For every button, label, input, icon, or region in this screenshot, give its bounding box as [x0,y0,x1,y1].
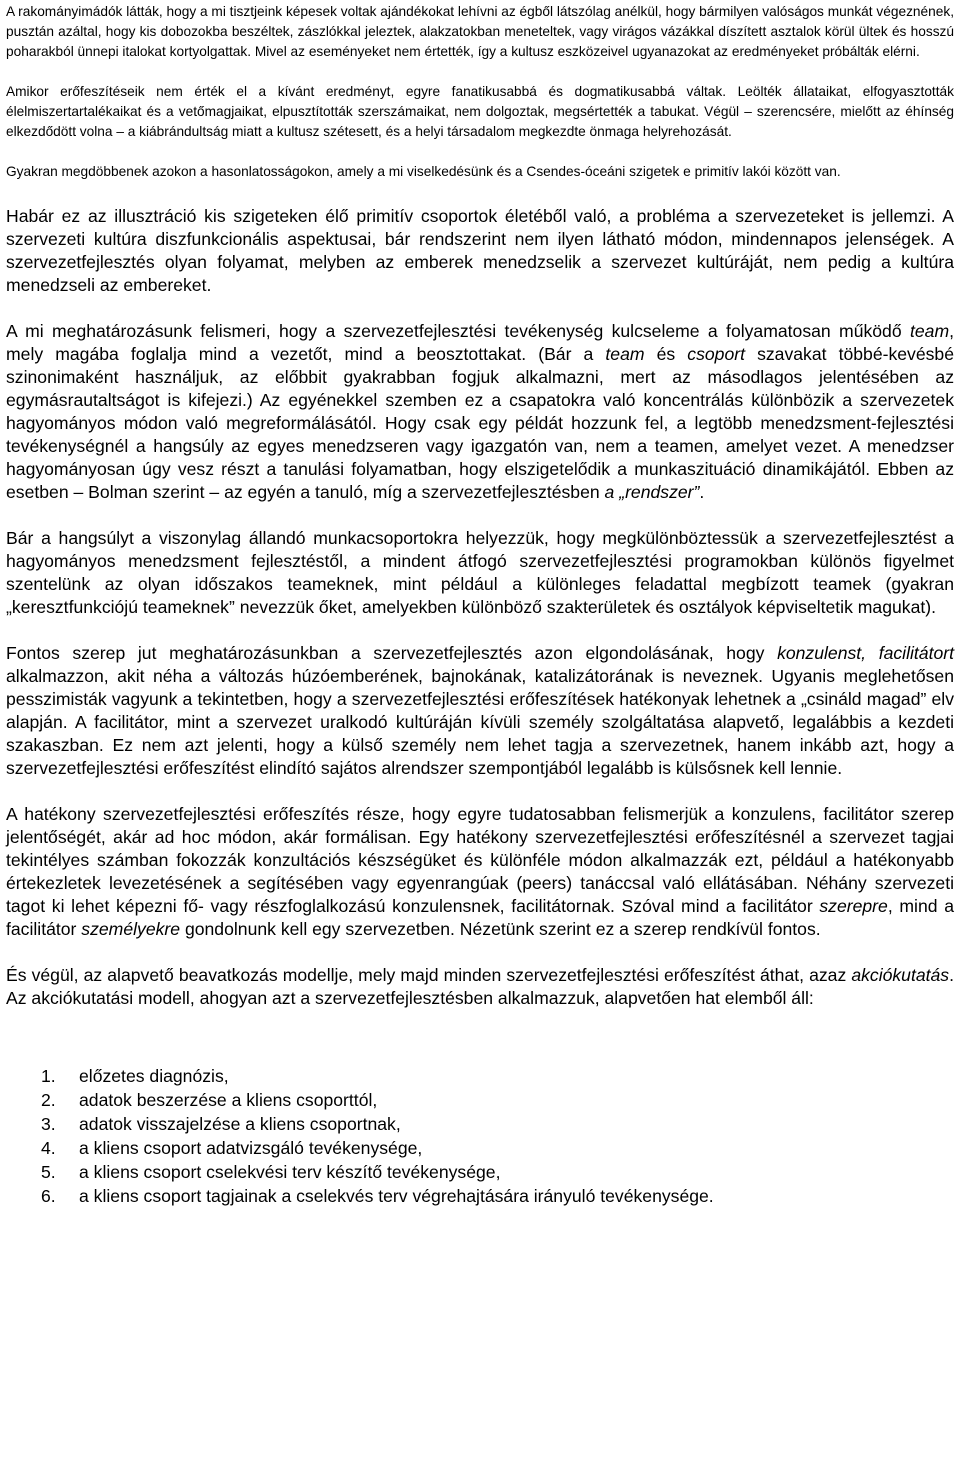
paragraph [6,803,954,941]
list-item [6,1184,954,1208]
text-run: alkalmazzon, akit néha a változás húzóemberének, bajnokának, katalizátorának is neveznek. Ugyanis meglehetősen pesszimisták vagyunk a tekintetben, hogy a szervezetfejlesztési erőfeszítések hatékonyak lehetnek a „csináld magad” elv alapján. A facilitátor, mint a szervezet uralkodó kultúráján kívüli személy szolgáltatása alapvető, legalábbis a kezdeti szakaszban. Ez nem azt jelenti, hogy a külső személy nem lehet tagja a szervezetnek, hanem inkább azt, hogy a szervezetfejlesztési erőfeszítést elindító sajátos alrendszer szempontjából legalább is külsősnek kell lennie. [6,666,954,778]
text-run: gondolnunk kell egy szervezetben. Nézetünk szerint ez a szerep rendkívül fontos. [180,919,821,939]
list-text: a kliens csoport adatvizsgáló tevékenysége, [79,1138,423,1158]
emphasized-text: team [605,344,645,364]
text-run: Habár ez az illusztráció kis szigeteken élő primitív csoportok életéből való, a probléma a szervezeteket is jellemzi. A szervezeti kultúra diszfunkcionális aspektusai, bár rendszerint nem ilyen látható módon, mindennapos jelenségek. A szervezetfejlesztés olyan folyamat, melyben az emberek menedzselik a szervezet kultúráját, nem pedig a kultúra menedzseli az embereket. [6,206,954,295]
action-research-steps-list [6,1064,954,1208]
list-number: 4. [41,1138,56,1158]
list-number: 3. [41,1114,56,1134]
text-run: Gyakran megdöbbenek azokon a hasonlatosságokon, amely a mi viselkedésünk és a Csendes-óceáni szigetek e primitív lakói között van. [6,164,841,179]
list-text: adatok visszajelzése a kliens csoportnak, [79,1114,401,1134]
text-run: szavakat többé-kevésbé szinonimaként használjuk, az előbbit gyakrabban fogjuk alkalmazni, mert az másodlagos jelentésében az egymásrautaltságot is kifejezi.) Az egyénekkel szemben ez a csapatokra való koncentrálás különbözik a szervezetek hagyományos módon való megreformálásától. Hogy csak egy példát hozzunk fel, a legtöbb menedzsment-fejlesztési tevékenységnél a hangsúly az egyes menedzseren vagy igazgatón van, nem a teamen, amelyet vezet. A menedzser hagyományosan úgy vesz részt a tanulási folyamatban, hogy elszigetelődik a munkaszituáció dinamikájától. Ebben az esetben – Bolman szerint – az egyén a tanuló, míg a szervezetfejlesztésben [6,344,954,502]
list-item [6,1136,954,1160]
paragraph [6,162,954,182]
text-run: A rakományimádók látták, hogy a mi tisztjeink képesek voltak ajándékokat lehívni az égből látszólag anélkül, hogy bármilyen valóságos munkát végeznének, pusztán azáltal, hogy kis dobozokba beszéltek, zászlókkal jeleztek, alakzatokban meneteltek, vagy virágos vázákkal díszített asztalok körül ültek és hosszú poharakból ünnepi italokat kortyolgattak. Mivel az eseményeket nem értették, így a kultusz eszközeivel ugyanazokat az eredményeket próbálták elérni. [6,4,955,59]
emphasized-text: a „rendszer” [604,482,700,502]
list-text: a kliens csoport tagjainak a cselekvés terv végrehajtására irányuló tevékenysége. [79,1186,714,1206]
text-run: A mi meghatározásunk felismeri, hogy a szervezetfejlesztési tevékenység kulcseleme a folyamatosan működő [6,321,910,341]
paragraph [6,2,954,62]
text-run: Bár a hangsúlyt a viszonylag állandó munkacsoportokra helyezzük, hogy megkülönböztessük a szervezetfejlesztést a hagyományos menedzsment fejlesztéstől, a mindent átfogó szervezetfejlesztési programokban különös figyelmet szentelünk az olyan időszakos teameknek, mint például a különleges feladattal megbízott teamek (gyakran „keresztfunkciójú teameknek” nevezzük őket, amelyekben különböző szakterületek és osztályok képviseltetik magukat). [6,528,954,617]
text-run: A hatékony szervezetfejlesztési erőfeszítés része, hogy egyre tudatosabban felismerjük a konzulens, facilitátor szerep jelentőségét, akár ad hoc módon, akár formálisan. Egy hatékony szervezetfejlesztési erőfeszítésnél a szervezet tagjai tekintélyes számban fokozzák konzultációs készségüket és különféle módon alkalmazzák ezt, például a hatékonyabb értekezletek levezetésének a segítésében vagy egyenrangúak (peers) tanáccsal való ellátásában. Néhány szervezeti tagot ki lehet képezni fő- vagy részfoglalkozású konzulensnek, facilitátornak. Szóval mind a facilitátor [6,804,954,916]
text-run: . Az akciókutatási modell, ahogyan azt a szervezetfejlesztésben alkalmazzuk, alapvetően hat elemből áll: [6,965,954,1008]
text-run: . [699,482,705,502]
text-run: , mely magába foglalja mind a vezetőt, mind a beosztottakat. (Bár a [6,321,954,364]
emphasized-text: szerepre [819,896,888,916]
paragraph [6,527,954,619]
list-text: adatok beszerzése a kliens csoporttól, [79,1090,378,1110]
emphasized-text: team [909,321,950,341]
body-text [6,2,954,1010]
paragraph [6,964,954,1010]
emphasized-text: akciókutatás [851,965,950,985]
list-item [6,1112,954,1136]
text-run: És végül, az alapvető beavatkozás modellje, mely majd minden szervezetfejlesztési erőfeszítést áthat, azaz [6,965,852,985]
emphasized-text: csoport [687,344,745,364]
paragraph [6,82,954,142]
emphasized-text: konzulenst, facilitátort [777,643,954,663]
list-text: a kliens csoport cselekvési terv készítő tevékenysége, [79,1162,501,1182]
list-item [6,1064,954,1088]
text-run: Fontos szerep jut meghatározásunkban a szervezetfejlesztés azon elgondolásának, hogy [6,643,778,663]
list-number: 2. [41,1090,56,1110]
list-item [6,1088,954,1112]
paragraph [6,320,954,504]
list-text: előzetes diagnózis, [79,1066,229,1086]
paragraph [6,642,954,780]
list-number: 1. [41,1066,56,1086]
text-run: Amikor erőfeszítéseik nem érték el a kívánt eredményt, egyre fanatikusabbá és dogmatikusabbá váltak. Leölték állataikat, elfogyasztották élelmiszertartalékaikat és a vetőmagjaikat, elpusztították szerszámaikat, nem dolgoztak, megsértették a tabukat. Végül – szerencsére, mielőtt az éhínség elkezdődött volna – a kiábrándultság miatt a kultusz szétesett, és a helyi társadalom megkezdte önmaga helyrehozását. [6,84,954,139]
text-run: és [644,344,688,364]
paragraph [6,205,954,297]
emphasized-text: személyekre [81,919,181,939]
list-number: 5. [41,1162,56,1182]
list-item [6,1160,954,1184]
list-number: 6. [41,1186,56,1206]
text-run: , mind a facilitátor [6,896,954,939]
